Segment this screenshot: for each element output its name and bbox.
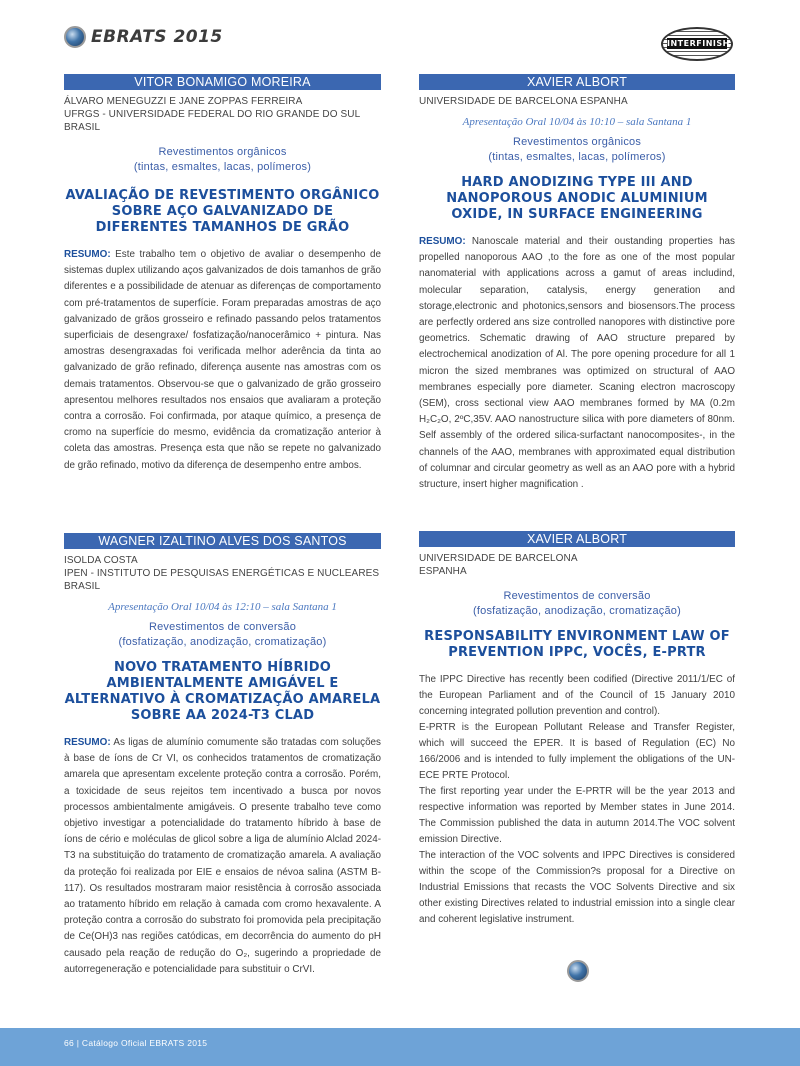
paper-title: RESPONSABILITY ENVIRONMENT LAW OF PREVENTION IPPC, VOCÊS, E-PRTR xyxy=(424,629,730,660)
abstract-label: RESUMO: xyxy=(419,236,466,247)
affiliation xyxy=(64,95,381,134)
abstract-label: RESUMO: xyxy=(64,737,111,748)
topic-line: Revestimentos orgânicos xyxy=(512,136,642,148)
topic-line: Revestimentos orgânicos xyxy=(158,146,287,158)
topic-line: (fosfatização, anodização, cromatização) xyxy=(473,605,681,617)
ebrats-logo-icon xyxy=(64,26,86,48)
affiliation-line: UNIVERSIDADE DE BARCELONA xyxy=(419,553,578,564)
presenter-bar: VITOR BONAMIGO MOREIRA xyxy=(64,74,381,90)
presenter-bar: XAVIER ALBORT xyxy=(419,74,735,90)
affiliation-line: UNIVERSIDADE DE BARCELONA ESPANHA xyxy=(419,96,628,107)
topic-line: Revestimentos de conversão xyxy=(503,590,651,602)
paragraph: The interaction of the VOC solvents and IPPC Directives is considered within the scope of the Commission?s proposal for a Directive on Industrial Emissions that recasts the VOC Solvents Directive and six other existing Directives related to industrial emission into a single clear and coherent legislative instrument. xyxy=(419,850,735,925)
paragraph: The first reporting year under the E-PRTR will be the year 2013 and respective information was reported by Member states in June 2014. The Commission published the data in autumn 2014.The VOC solvent emission Directive. xyxy=(419,786,735,845)
ebrats-logo-icon xyxy=(567,960,589,982)
abstract xyxy=(64,247,381,474)
abstract-text: As ligas de alumínio comumente são tratadas com soluções à base de íons de Cr VI, os conhecidos tratamentos de cromatização amarela que apresentam excelente proteção contra a corrosão. Porém, a toxicidade de seus rejeitos tem incentivado a busca por novos processos ambientalmente amigáveis. O presente trabalho teve como objetivo investigar a potencialidade do tratamento híbrido à base de íons de cério e moléculas de glicol sobre a liga de alumínio Alclad 2024-T3 na substituição do tratamento de cromatização amarela. A avaliação da proteção foi realizada por EIE e ensaios de névoa salina (ASTM B-117). Os resultados mostraram maior resistência à corrosão associada ao tratamento híbrido em relação à camada com cromo hexavalente. A proteção contra a corrosão do substrato foi promovida pela precipitação de Ce(OH)3 nas regiões catódicas, em decorrência do aumento do pH causado pela reação de redução do O₂, sugerindo a propriedade de autorregeneração e potencialidade para substituir o CrVI. xyxy=(64,737,381,975)
topic-line: (tintas, esmaltes, lacas, polímeros) xyxy=(488,151,666,163)
affiliation xyxy=(419,95,735,108)
paper-title: HARD ANODIZING TYPE III AND NANOPOROUS ANODIC ALUMINIUM OXIDE, IN SURFACE ENGINEERING xyxy=(446,175,708,222)
abstract xyxy=(419,234,735,493)
affiliation-line: UFRGS - UNIVERSIDADE FEDERAL DO RIO GRANDE DO SUL xyxy=(64,109,361,120)
abstract-block-2 xyxy=(64,533,381,978)
affiliation-line: ESPANHA xyxy=(419,566,467,577)
abstract-body xyxy=(419,672,735,928)
abstract-text: Nanoscale material and their oustanding properties has propelled nanoporous AAO ,to the fore as one of the most popular nanomaterial with applications across a gamut of areas includind, molecular separation, catalysis, energy generation and storage,electronic and photonics,sensors and biosensors.The process are perfectly ordered ans size controlled nanopores with distinctive pore geometrics. Schematic drawing of AAO structure prepared by electrochemical anodization of Al. The pore opening procedure for all 1 micron the sized membranes was optimized on structural of AAO membranes especially pore diameter. Scaning electron macroscopy (SEM), cross sectional view AAO membranes formed by MA (0.2m H₂C₂O, 2ºC,35V. AAO nanostructure silica with pore diameters of 80nm. Self assembly of the ordered silica-surfactant nanocomposites-, in the channels of the AAO, membranes with approximated equal distribution of columnar and circular geometry as well as an AAO pore with a hybrid structure, insert higher magnification . xyxy=(419,236,735,491)
paragraph: The IPPC Directive has recently been codified (Directive 2011/1/EC of the European Parliament and of the Council of 15 January 2010 concerning integrated pollution prevention and control). xyxy=(419,674,735,717)
topic-line: (tintas, esmaltes, lacas, polímeros) xyxy=(133,161,312,173)
topic-line: (fosfatização, anodização, cromatização) xyxy=(118,636,327,648)
affiliation xyxy=(419,552,735,578)
paper-title: AVALIAÇÃO DE REVESTIMENTO ORGÂNICO SOBRE AÇO GALVANIZADO DE DIFERENTES TAMANHOS DE GRÃO xyxy=(65,188,380,235)
abstract-label: RESUMO: xyxy=(64,249,111,260)
topic xyxy=(64,145,381,175)
session-info: Apresentação Oral 10/04 às 12:10 – sala Santana 1 xyxy=(108,601,337,613)
interfinish-logo-text: INTERFINISH xyxy=(667,39,730,48)
topic xyxy=(419,589,735,619)
abstract-block-1 xyxy=(64,74,381,474)
paper-title: NOVO TRATAMENTO HÍBRIDO AMBIENTALMENTE AMIGÁVEL E ALTERNATIVO À CROMATIZAÇÃO AMARELA SOBRE AA 2024-T3 CLAD xyxy=(64,660,381,723)
brand-title: EBRATS 2015 xyxy=(91,27,223,47)
abstract-block-4 xyxy=(419,531,735,928)
topic xyxy=(419,135,735,165)
presenter-bar: WAGNER IZALTINO ALVES DOS SANTOS xyxy=(64,533,381,549)
abstract xyxy=(64,735,381,978)
affiliation-line: BRASIL xyxy=(64,581,101,592)
affiliation-line: ÁLVARO MENEGUZZI E JANE ZOPPAS FERREIRA xyxy=(64,96,303,107)
interfinish-logo xyxy=(661,27,733,61)
affiliation xyxy=(64,554,381,593)
topic xyxy=(64,620,381,650)
ebrats-brand xyxy=(64,26,223,48)
session-info: Apresentação Oral 10/04 às 10:10 – sala Santana 1 xyxy=(462,116,692,128)
topic-line: Revestimentos de conversão xyxy=(148,621,297,633)
presenter-bar: XAVIER ALBORT xyxy=(419,531,735,547)
footer-page-label: 66 | Catálogo Oficial EBRATS 2015 xyxy=(64,1038,208,1048)
abstract-text: Este trabalho tem o objetivo de avaliar o desempenho de sistemas duplex utilizando aços galvanizados de dois tamanhos de grão diferentes e a possibilidade de atenuar as diferenças de comportamento com pré-tratamentos de superfície. Foram preparadas amostras de aço galvanizado de grãos grosseiro e refinado passando pelos tratamentos superficiais de desengraxe/ fosfatização/nanocerâmico + pintura. Nas amostras desengraxadas foi verificada melhor aderência da tinta ao galvanizado de grão refinado, diferença ausente nas amostras com os demais tratamentos. Observou-se que o galvanizado de grão grosseiro apresentou melhores resultados nos ensaios que avaliaram a proteção contra a corrosão. Foi confirmada, por ataque químico, a presença de cromo na superfície do mesmo, evidência da cromatização anterior à coleta das amostras. Presença esta que não se repete no galvanizado de grão refinado, motivo da diferença de desempenho entre ambos. xyxy=(64,249,381,471)
affiliation-line: ISOLDA COSTA xyxy=(64,555,138,566)
abstract-block-3 xyxy=(419,74,735,493)
paragraph: E-PRTR is the European Pollutant Release and Transfer Register, which will succeed the EPER. It is based of Regulation (EC) No 166/2006 and is intended to fully implement the obligations of the UN-ECE PRTE Protocol. xyxy=(419,722,735,781)
affiliation-line: IPEN - INSTITUTO DE PESQUISAS ENERGÉTICAS E NUCLEARES xyxy=(64,568,380,579)
affiliation-line: BRASIL xyxy=(64,122,101,133)
